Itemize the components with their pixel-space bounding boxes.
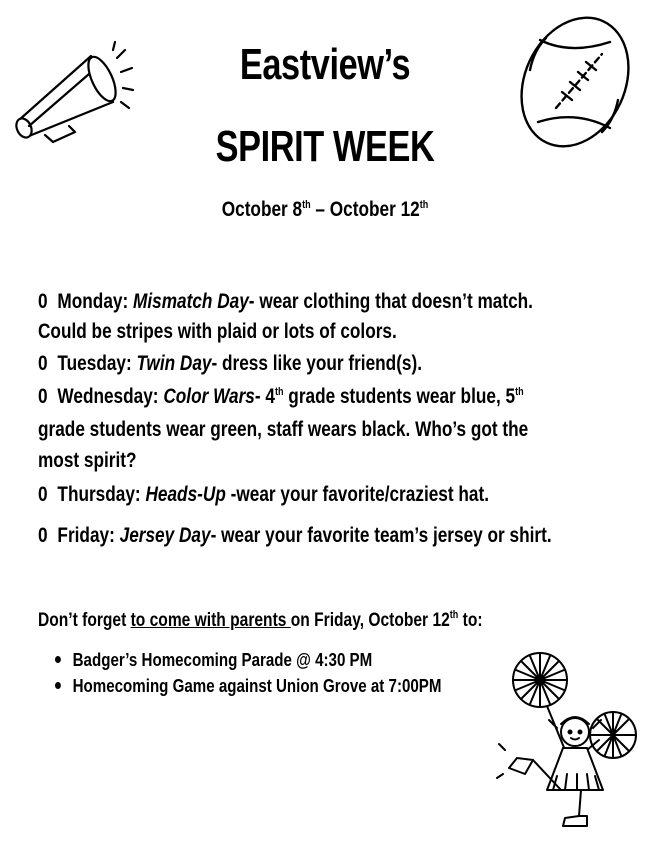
title-school: Eastview’s: [239, 40, 411, 89]
reminder-line: Don’t forget to come with parents on Friday, October 12th to:: [38, 609, 483, 631]
wednesday-line-2: grade students wear green, staff wears black. Who’s got the: [38, 418, 529, 441]
monday-line: 0 Monday: Mismatch Day- wear clothing that doesn’t match.: [38, 290, 533, 313]
monday-theme: Mismatch Day: [133, 290, 249, 313]
tuesday-theme: Twin Day: [136, 352, 212, 375]
list-item: Badger’s Homecoming Parade @ 4:30 PM: [55, 650, 441, 676]
wednesday-line: 0 Wednesday: Color Wars- 4th grade students wear blue, 5th: [38, 385, 524, 408]
date-range: October 8th – October 12th: [221, 198, 429, 221]
wednesday-theme: Color Wars: [163, 385, 255, 408]
monday-line-2: Could be stripes with plaid or lots of colors.: [38, 320, 397, 343]
friday-line: 0 Friday: Jersey Day- wear your favorite team’s jersey or shirt.: [38, 524, 552, 547]
title-event: SPIRIT WEEK: [215, 122, 435, 171]
bullet-dot: [55, 656, 61, 663]
bullet: 0: [38, 352, 48, 375]
cheerleader-icon: [495, 640, 645, 835]
wednesday-line-3: most spirit?: [38, 449, 137, 472]
thursday-line: 0 Thursday: Heads-Up -wear your favorite/craziest hat.: [38, 483, 490, 506]
bullet: 0: [38, 483, 48, 506]
bullet: 0: [38, 290, 48, 313]
thursday-theme: Heads-Up: [145, 483, 226, 506]
friday-theme: Jersey Day: [119, 524, 211, 547]
list-item: Homecoming Game against Union Grove at 7:00PM: [55, 676, 441, 702]
tuesday-line: 0 Tuesday: Twin Day- dress like your friend(s).: [38, 352, 423, 375]
bullet-dot: [55, 682, 61, 689]
reminder-underlined: to come with parents: [130, 610, 291, 631]
bullet: 0: [38, 524, 48, 547]
bullet: 0: [38, 385, 48, 408]
events-list: [55, 650, 515, 702]
